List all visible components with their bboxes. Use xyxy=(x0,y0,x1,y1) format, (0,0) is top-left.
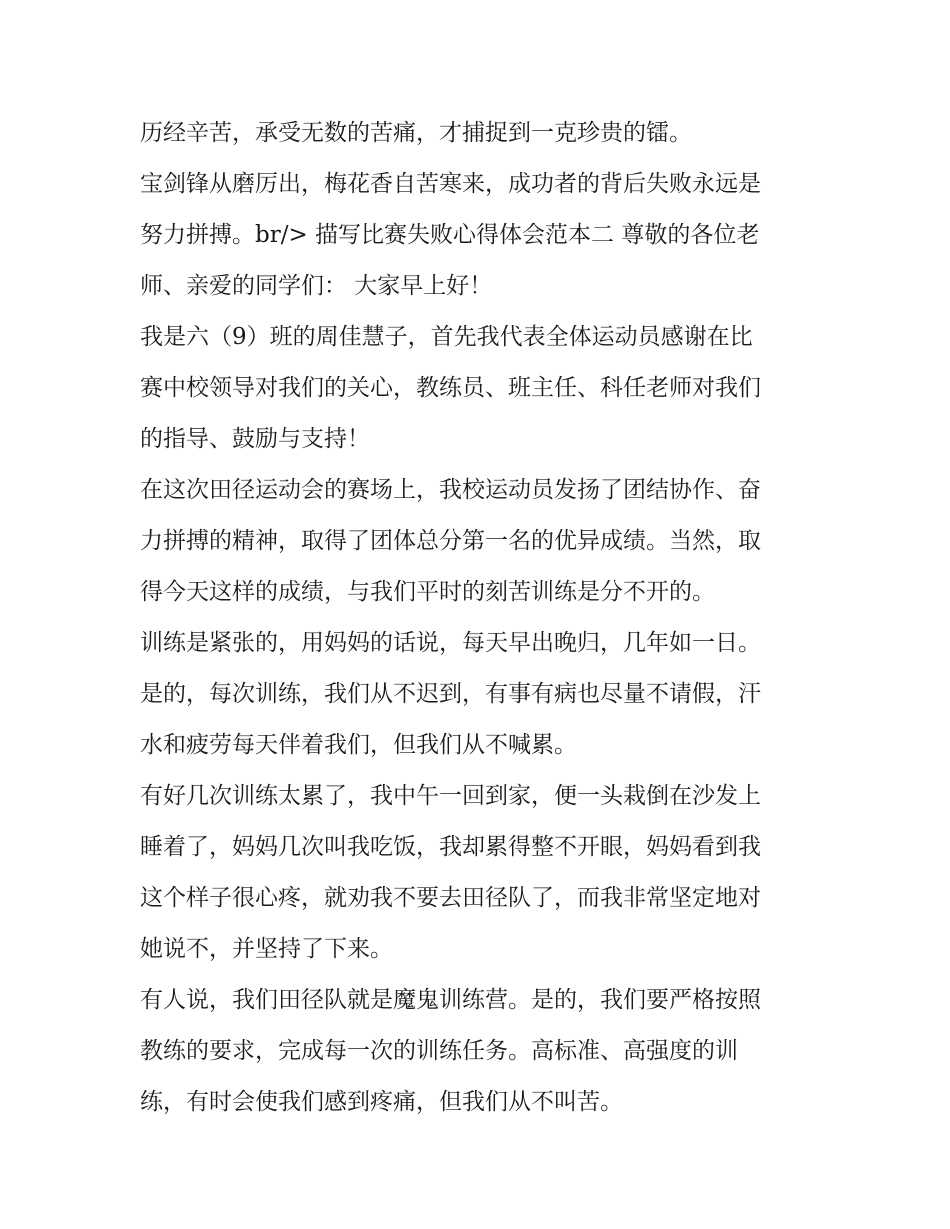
text-line: 的指导、鼓励与支持！ xyxy=(140,426,370,452)
text-line: 她说不，并坚持了下来。 xyxy=(140,936,393,962)
text-line: 在这次田径运动会的赛场上，我校运动员发扬了团结协作、奋 xyxy=(140,477,761,503)
text-line: 得今天这样的成绩，与我们平时的刻苦训练是分不开的。 xyxy=(140,579,715,605)
text-line: 力拼搏的精神，取得了团体总分第一名的优异成绩。当然，取 xyxy=(140,528,761,554)
text-line: 努力拼搏。br/> 描写比赛失败心得体会范本二 尊敬的各位老 xyxy=(140,222,760,248)
text-line: 历经辛苦，承受无数的苦痛，才捕捉到一克珍贵的镭。 xyxy=(140,120,692,146)
text-line: 睡着了，妈妈几次叫我吃饭，我却累得整不开眼，妈妈看到我 xyxy=(140,834,761,860)
text-line: 宝剑锋从磨厉出，梅花香自苦寒来，成功者的背后失败永远是 xyxy=(140,171,761,197)
text-line: 有人说，我们田径队就是魔鬼训练营。是的，我们要严格按照 xyxy=(140,987,761,1013)
text-line: 是的，每次训练，我们从不迟到，有事有病也尽量不请假，汗 xyxy=(140,681,761,707)
text-line: 师、亲爱的同学们： 大家早上好！ xyxy=(140,273,493,299)
text-line: 教练的要求，完成每一次的训练任务。高标准、高强度的训 xyxy=(140,1038,738,1064)
text-line: 赛中校领导对我们的关心，教练员、班主任、科任老师对我们 xyxy=(140,375,761,401)
text-line: 练，有时会使我们感到疼痛，但我们从不叫苦。 xyxy=(140,1089,623,1115)
text-line: 我是六（9）班的周佳慧子，首先我代表全体运动员感谢在比 xyxy=(140,324,753,350)
document-body xyxy=(140,108,812,1128)
text-line: 训练是紧张的，用妈妈的话说，每天早出晚归，几年如一日。 xyxy=(140,630,761,656)
text-line: 这个样子很心疼，就劝我不要去田径队了，而我非常坚定地对 xyxy=(140,885,761,911)
text-line: 有好几次训练太累了，我中午一回到家，便一头栽倒在沙发上 xyxy=(140,783,761,809)
text-line: 水和疲劳每天伴着我们，但我们从不喊累。 xyxy=(140,732,577,758)
